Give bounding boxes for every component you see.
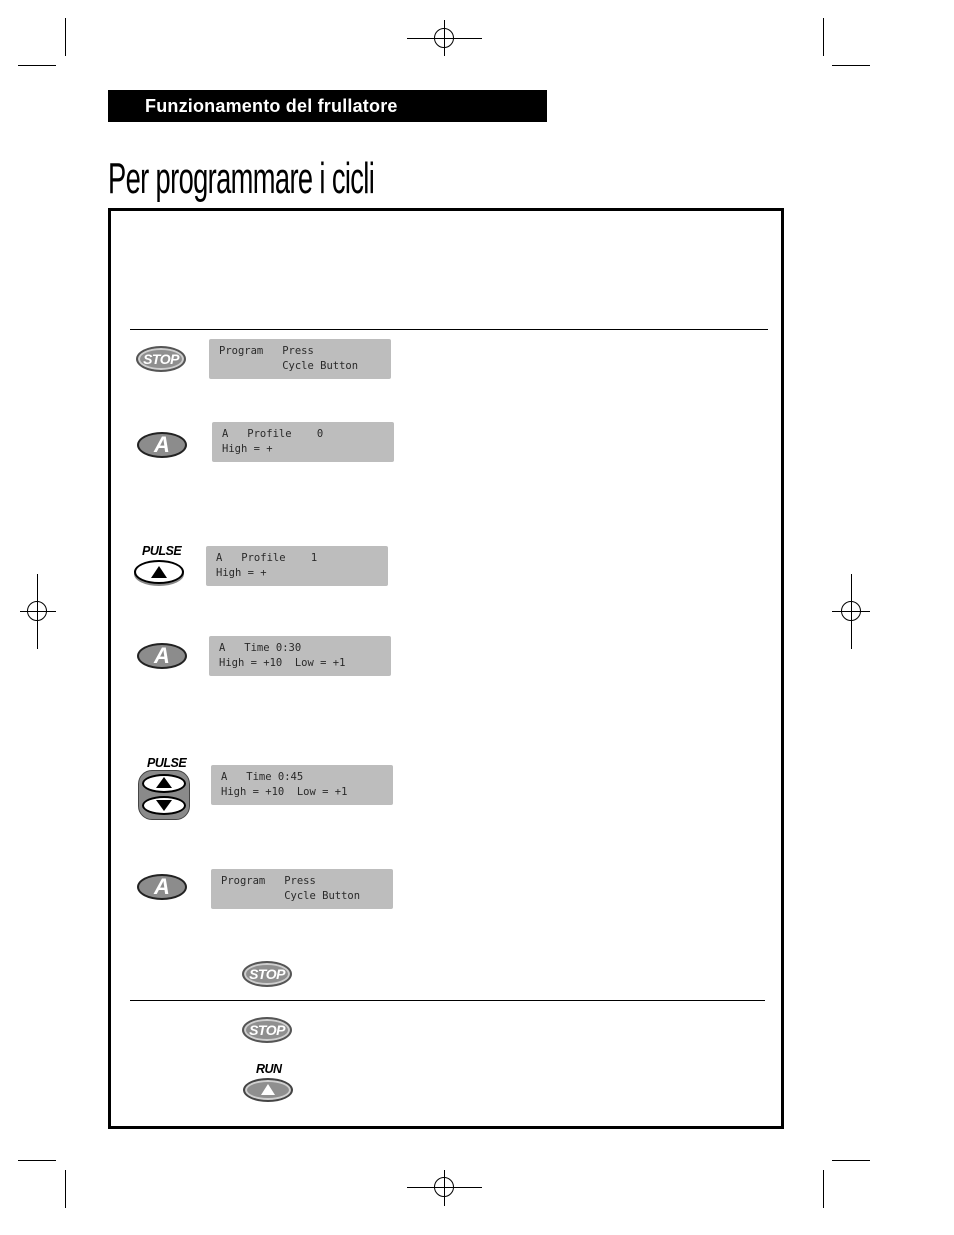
lcd-line-2: High = +10 Low = +1 bbox=[219, 657, 346, 669]
cycle-a-button-icon bbox=[137, 432, 187, 458]
divider-bottom bbox=[130, 1000, 765, 1001]
a-button-label: A bbox=[154, 874, 170, 899]
page-title: Per programmare i cicli bbox=[108, 154, 375, 203]
stop-button-icon bbox=[242, 961, 292, 987]
a-button-label: A bbox=[154, 643, 170, 668]
cycle-a-button-icon bbox=[137, 643, 187, 669]
lcd-line-1: Program Press bbox=[219, 345, 314, 357]
lcd-line-2: High = +10 Low = +1 bbox=[221, 786, 348, 798]
lcd-display bbox=[209, 339, 391, 379]
lcd-line-1: Program Press bbox=[221, 875, 316, 887]
lcd-display bbox=[211, 765, 393, 805]
lcd-display bbox=[206, 546, 388, 586]
stop-button-label: STOP bbox=[249, 1022, 285, 1038]
stop-button-icon bbox=[136, 346, 186, 372]
divider-top bbox=[130, 329, 768, 330]
lcd-line-2: High = + bbox=[216, 567, 267, 579]
lcd-line-1: A Time 0:45 bbox=[221, 771, 304, 783]
a-button-label: A bbox=[154, 432, 170, 457]
lcd-line-1: A Profile 1 bbox=[216, 552, 318, 564]
lcd-display bbox=[211, 869, 393, 909]
pulse-label: PULSE bbox=[142, 544, 182, 558]
pulse-label: PULSE bbox=[147, 756, 187, 770]
lcd-line-2: Cycle Button bbox=[219, 360, 359, 372]
lcd-line-2: Cycle Button bbox=[221, 890, 361, 902]
section-header: Funzionamento del frullatore bbox=[108, 90, 547, 122]
cycle-a-button-icon bbox=[137, 874, 187, 900]
run-label: RUN bbox=[256, 1062, 282, 1076]
lcd-line-1: A Time 0:30 bbox=[219, 642, 302, 654]
stop-button-label: STOP bbox=[143, 351, 179, 367]
lcd-display bbox=[212, 422, 394, 462]
stop-button-label: STOP bbox=[249, 966, 285, 982]
stop-button-icon bbox=[242, 1017, 292, 1043]
lcd-line-2: High = + bbox=[222, 443, 273, 455]
lcd-line-1: A Profile 0 bbox=[222, 428, 324, 440]
lcd-display bbox=[209, 636, 391, 676]
